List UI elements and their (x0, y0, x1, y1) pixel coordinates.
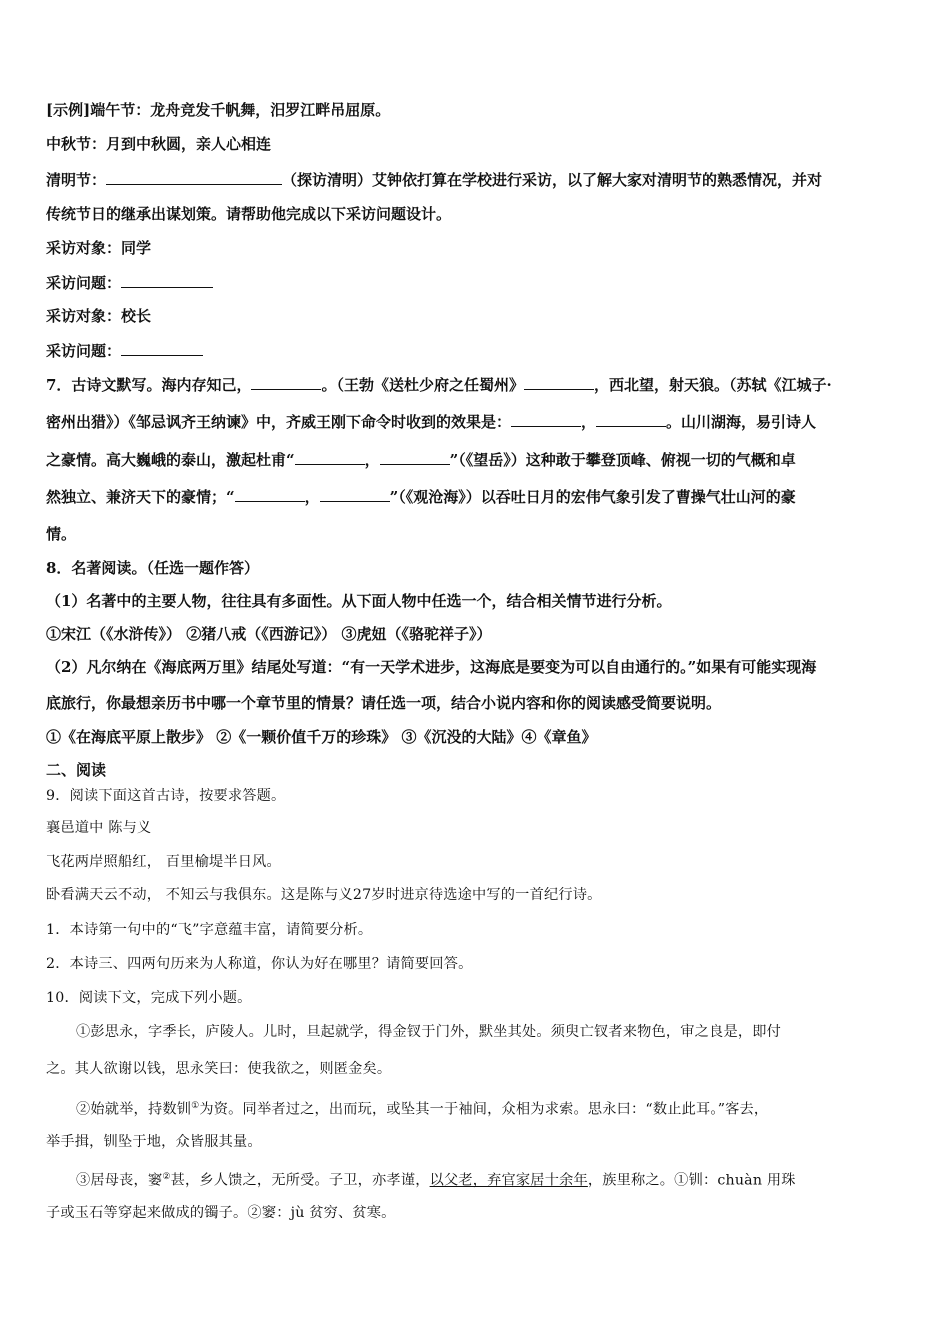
q7-blank-4[interactable] (596, 411, 666, 427)
q8-part1: （1）名著中的主要人物，往往具有多面性。从下面人物中任选一个，结合相关情节进行分析。 (46, 592, 672, 610)
interview-question-2-label: 采访问题： (46, 342, 122, 360)
q10-para2-line1 (46, 1096, 768, 1120)
q10-para1-line1: ①彭思永，字季长，庐陵人。儿时，旦起就学，得金钗于门外，默坐其处。须臾亡钗者来物色，审之良是，即付 (76, 1024, 781, 1040)
q7-blank-6[interactable] (380, 449, 450, 465)
poem-title: 襄邑道中 陈与义 (46, 820, 152, 836)
poem-line-1: 飞花两岸照船红， 百里榆堤半日风。 (46, 854, 281, 870)
interview-target-2: 采访对象：校长 (46, 307, 152, 325)
q8-part2-options: ①《在海底平原上散步》 ②《一颗价值千万的珍珠》 ③《沉没的大陆》④《章鱼》 (46, 728, 597, 746)
q10-para1-line2: 之。其人欲谢以钱，思永笑曰：使我欲之，则匿金矣。 (46, 1061, 392, 1077)
q10-p3-text-b: 甚，乡人馈之，无所受。子卫，亦孝谨， (170, 1172, 430, 1189)
interview-question-2 (46, 340, 203, 361)
example-line: [示例]端午节：龙舟竞发千帆舞，汨罗江畔吊屈原。 (46, 101, 391, 119)
q7-l3c: ”（《望岳》）这种敢于攀登顶峰、俯视一切的气概和卓 (449, 451, 796, 469)
underlined-sentence: 以父老，弃官家居十余年 (429, 1172, 588, 1189)
q7-blank-2[interactable] (524, 374, 594, 390)
q7-line-5: 情。 (46, 525, 77, 543)
q7-blank-5[interactable] (295, 449, 365, 465)
qingming-blank[interactable] (106, 169, 282, 185)
q10-para3-line1 (46, 1167, 796, 1191)
q10-title: 10．阅读下文，完成下列小题。 (46, 990, 252, 1006)
interview-target-1: 采访对象：同学 (46, 239, 152, 257)
q10-p3-text-a: ③居母丧，窭 (76, 1172, 163, 1189)
qingming-line (46, 169, 822, 190)
qingming-rest: （探访清明）艾钟依打算在学校进行采访，以了解大家对清明节的熟悉情况，并对 (282, 171, 823, 189)
q7-blank-8[interactable] (320, 486, 390, 502)
q7-l3a: 之豪情。高大巍峨的泰山，激起杜甫“ (46, 451, 295, 469)
q10-p2-text-a: ②始就举，持数钏 (76, 1101, 192, 1118)
q7-line-4 (46, 486, 796, 507)
footnote-ref-1: ① (191, 1101, 200, 1111)
q7-l4b: ， (304, 488, 320, 506)
q8-part2-line1: （2）凡尔纳在《海底两万里》结尾处写道：“有一天学术进步，这海底是要变为可以自由通行的。”如果有可能实现海 (46, 658, 817, 676)
q8-title: 8．名著阅读。（任选一题作答） (46, 559, 259, 577)
q7-l1c: ，西北望，射天狼。（苏轼《江城子· (593, 376, 832, 394)
interview-question-2-blank[interactable] (121, 340, 203, 356)
q8-part2-line2: 底旅行，你最想亲历书中哪一个章节里的情景？请任选一项，结合小说内容和你的阅读感受简要说明。 (46, 694, 722, 712)
q10-para2-line2: 举手揖，钏坠于地，众皆服其量。 (46, 1134, 262, 1150)
poem-line-2: 卧看满天云不动， 不知云与我俱东。这是陈与义27岁时进京待选途中写的一首纪行诗。 (46, 887, 602, 903)
q7-line-3 (46, 449, 796, 470)
q10-para3-line2: 子或玉石等穿起来做成的镯子。②窭：jù 贫穷、贫寒。 (46, 1205, 396, 1221)
interview-question-1-label: 采访问题： (46, 274, 122, 292)
section-heading: 二、阅读 (46, 761, 107, 779)
q7-l4c: ”（《观沧海》）以吞吐日月的宏伟气象引发了曹操气壮山河的豪 (389, 488, 796, 506)
midautumn-line: 中秋节：月到中秋圆，亲人心相连 (46, 135, 272, 153)
interview-question-1 (46, 272, 213, 293)
q7-l2a: 密州出猎》）《邹忌讽齐王纳谏》中，齐威王刚下命令时收到的效果是： (46, 413, 512, 431)
q7-l1a: 7．古诗文默写。海内存知己， (46, 376, 252, 394)
q7-blank-3[interactable] (511, 411, 581, 427)
q9-title: 9．阅读下面这首古诗，按要求答题。 (46, 788, 286, 804)
qingming-label: 清明节： (46, 171, 107, 189)
q7-blank-1[interactable] (251, 374, 321, 390)
q9-sub2: 2．本诗三、四两句历来为人称道，你认为好在哪里？请简要回答。 (46, 956, 473, 972)
footnote-ref-2: ② (162, 1172, 171, 1182)
interview-question-1-blank[interactable] (121, 272, 213, 288)
q7-l2c: 。山川湖海，易引诗人 (666, 413, 817, 431)
q7-blank-7[interactable] (235, 486, 305, 502)
q10-p2-text-b: 为资。同举者过之，出而玩，或坠其一于袖间，众相为求索。思永曰：“数止此耳。”客去， (199, 1101, 769, 1118)
qingming-line-2: 传统节日的继承出谋划策。请帮助他完成以下采访问题设计。 (46, 205, 452, 223)
q7-l1b: 。（王勃《送杜少府之任蜀州》 (321, 376, 524, 394)
q9-sub1: 1．本诗第一句中的“飞”字意蕴丰富，请简要分析。 (46, 922, 373, 938)
q8-part1-options: ①宋江（《水浒传》） ②猪八戒（《西游记》） ③虎妞（《骆驼祥子》） (46, 625, 492, 643)
q7-line-2 (46, 411, 816, 432)
q7-l4a: 然独立、兼济天下的豪情；“ (46, 488, 235, 506)
q10-p3-text-c: ，族里称之。①钏：chuàn 用珠 (587, 1172, 796, 1189)
q7-line-1 (46, 374, 832, 395)
q7-l3b: ， (364, 451, 380, 469)
q7-l2b: ， (581, 413, 597, 431)
